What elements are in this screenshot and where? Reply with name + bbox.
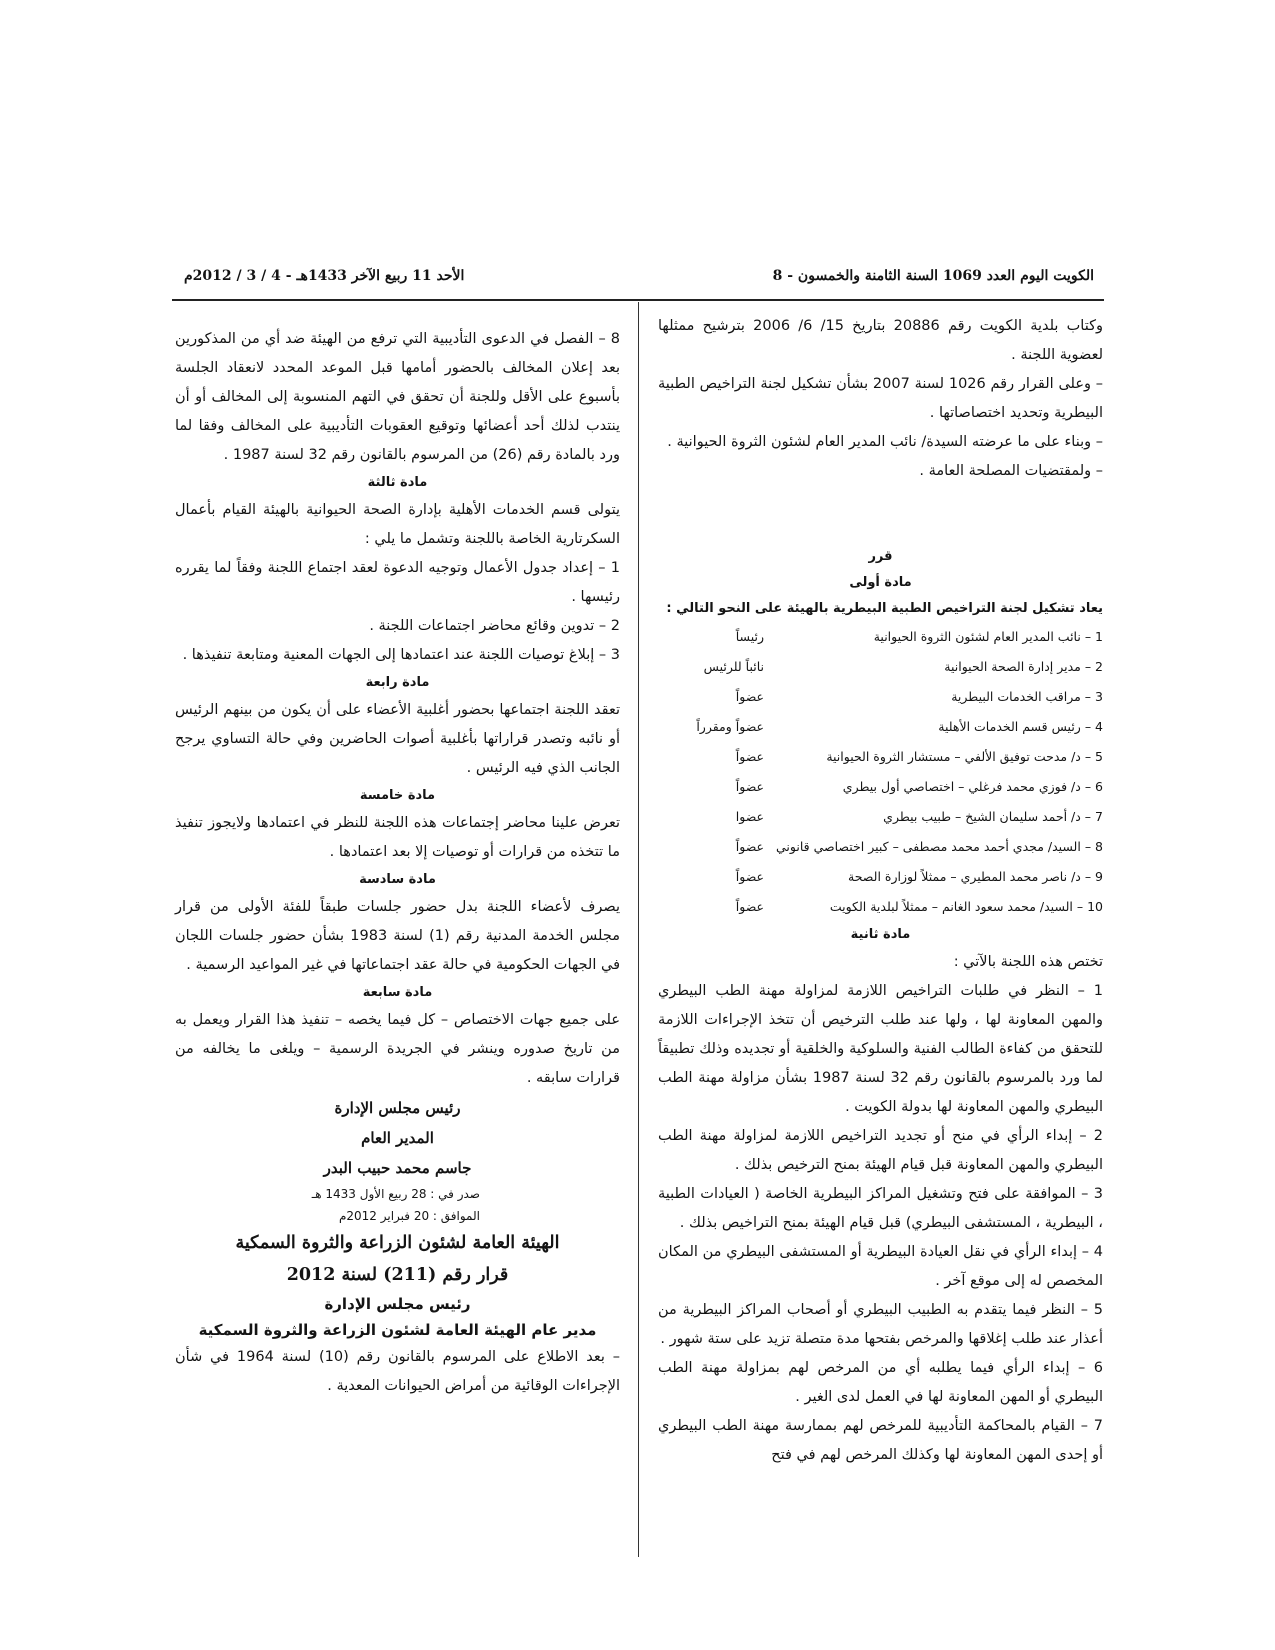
article-1-title: مادة أولى (849, 575, 912, 590)
member-row (658, 742, 1103, 772)
member-role: عضواً (735, 689, 764, 704)
article-5-text: تعرض علينا محاضر إجتماعات هذه اللجنة للنظر في اعتمادها ولايجوز تنفيذ ما تتخذه من قرارات أو توصيات إلا بعد اعتمادها . (175, 815, 620, 860)
article-2-item: 6 – إبداء الرأي فيما يطلبه أي من المرخص لهم بمزاولة مهنة الطب البيطري أو المهن المعاونة لها في العمل لدى الغير . (658, 1360, 1103, 1405)
member-row (658, 712, 1103, 742)
header-date: الأحد 11 ربيع الآخر 1433هـ - 4 / 3 / 2012م (184, 268, 465, 284)
issued-date-hijri: صدر في : 28 ربيع الأول 1433 هـ (311, 1187, 480, 1201)
article-3-title: مادة ثالثة (367, 475, 428, 490)
member-role: عضوا (735, 809, 764, 824)
intro-paragraph: – وعلى القرار رقم 1026 لسنة 2007 بشأن تشكيل لجنة التراخيص الطبية البيطرية وتحديد اختصاصاتها . (658, 376, 1103, 421)
member-row (658, 682, 1103, 712)
article-3-item: 1 – إعداد جدول الأعمال وتوجيه الدعوة لعقد اجتماع اللجنة وفقاً لما يقرره رئيسها . (175, 560, 620, 605)
article-5-title: مادة خامسة (359, 788, 436, 803)
article-2-lead: تختص هذه اللجنة بالآتي : (953, 954, 1103, 970)
member-row (658, 892, 1103, 922)
header-rule (172, 299, 1104, 301)
committee-members (658, 622, 1103, 922)
intro-paragraph: – وبناء على ما عرضته السيدة/ نائب المدير العام لشئون الثروة الحيوانية . (667, 434, 1103, 450)
article-2-item: 5 – النظر فيما يتقدم به الطبيب البيطري أو أصحاب المراكز البيطرية من أعذار عند طلب إغلاقها والمرخص بفتحها مدة متصلة تزيد على ستة شهور . (658, 1302, 1103, 1347)
signature-dg-title: المدير العام (361, 1129, 434, 1147)
member-row (658, 622, 1103, 652)
issued-date-gregorian: الموافق : 20 فبراير 2012م (338, 1209, 480, 1223)
member-name: 1 – نائب المدير العام لشئون الثروة الحيوانية (873, 629, 1103, 644)
member-role: عضواً (735, 899, 764, 914)
article-1-lead: يعاد تشكيل لجنة التراخيص الطبية البيطرية بالهيئة على النحو التالي : (666, 601, 1103, 616)
article-2-item: 3 – الموافقة على فتح وتشغيل المراكز البيطرية الخاصة ( العيادات الطبية ، البيطرية ، المستشفى البيطري) قبل قيام الهيئة بمنح التراخيص بذلك . (658, 1186, 1103, 1231)
dg-heading: مدير عام الهيئة العامة لشئون الزراعة والثروة السمكية (198, 1321, 597, 1339)
member-name: 4 – رئيس قسم الخدمات الأهلية (938, 719, 1103, 734)
signature-chair-title: رئيس مجلس الإدارة (334, 1099, 461, 1117)
member-name: 3 – مراقب الخدمات البيطرية (951, 689, 1103, 704)
recital-paragraph: – بعد الاطلاع على المرسوم بالقانون رقم (10) لسنة 1964 في شأن الإجراءات الوقائية من أمراض الحيوانات المعدية . (175, 1349, 620, 1394)
member-name: 2 – مدير إدارة الصحة الحيوانية (944, 659, 1103, 674)
article-2-item: 4 – إبداء الرأي في نقل العيادة البيطرية أو المستشفى البيطري من المكان المخصص له إلى موقع آخر . (658, 1244, 1103, 1289)
intro-paragraph: – ولمقتضيات المصلحة العامة . (919, 463, 1103, 479)
member-role: عضواً (735, 839, 764, 854)
left-column (175, 325, 620, 1401)
column-divider (638, 302, 639, 1557)
member-name: 5 – د/ مدحت توفيق الألفي – مستشار الثروة الحيوانية (826, 749, 1103, 764)
member-role: عضواً (735, 749, 764, 764)
decision-heading: قرر (868, 549, 893, 564)
article-3-lead: يتولى قسم الخدمات الأهلية بإدارة الصحة الحيوانية بالهيئة القيام بأعمال السكرتارية الخاصة باللجنة وتشمل ما يلي : (175, 502, 620, 547)
member-row (658, 772, 1103, 802)
header-issue: الكويت اليوم العدد 1069 السنة الثامنة والخمسون - 8 (772, 268, 1094, 284)
article-7-title: مادة سابعة (362, 985, 433, 1000)
article-2-item: 2 – إبداء الرأي في منح أو تجديد التراخيص اللازمة لمزاولة مهنة الطب البيطري والمهن المعاونة قبل قيام الهيئة بمنح الترخيص بذلك . (658, 1128, 1103, 1173)
member-name: 9 – د/ ناصر محمد المطيري – ممثلاً لوزارة الصحة (848, 869, 1103, 884)
article-3-item: 3 – إبلاغ توصيات اللجنة عند اعتمادها إلى الجهات المعنية ومتابعة تنفيذها . (182, 647, 620, 663)
member-name: 10 – السيد/ محمد سعود الغانم – ممثلاً لبلدية الكويت (829, 899, 1103, 914)
member-row (658, 652, 1103, 682)
decree-number: قرار رقم (211) لسنة 2012 (286, 1265, 509, 1285)
article-6-title: مادة سادسة (359, 872, 436, 887)
article-2-title: مادة ثانية (850, 927, 911, 942)
spacer (658, 486, 1103, 544)
article-7-text: على جميع جهات الاختصاص – كل فيما يخصه – تنفيذ هذا القرار ويعمل به من تاريخ صدوره وينشر في الجريدة الرسمية – ويلغى ما يخالفه من قرارات سابقه . (175, 1012, 620, 1086)
member-role: نائباً للرئيس (703, 659, 764, 674)
intro-paragraph: وكتاب بلدية الكويت رقم 20886 بتاريخ 15/ 6/ 2006 بترشيح ممثلها لعضوية اللجنة . (658, 318, 1104, 363)
member-row (658, 832, 1103, 862)
chair-heading: رئيس مجلس الإدارة (324, 1295, 471, 1313)
member-role: عضواً (735, 869, 764, 884)
article-4-text: تعقد اللجنة اجتماعها بحضور أغلبية الأعضاء على أن يكون من بينهم الرئيس أو نائبه وتصدر قراراتها بأغلبية أصوات الحاضرين وفي حالة التساوي يرجح الجانب الذي فيه الرئيس . (175, 702, 620, 776)
article-2-item: 7 – القيام بالمحاكمة التأديبية للمرخص لهم بممارسة مهنة الطب البيطري أو إحدى المهن المعاونة لها وكذلك المرخص لهم في فتح (658, 1418, 1103, 1463)
member-name: 8 – السيد/ مجدي أحمد محمد مصطفى – كبير اختصاصي قانوني (775, 839, 1103, 854)
article-2-item: 1 – النظر في طلبات التراخيص اللازمة لمزاولة مهنة الطب البيطري والمهن المعاونة لها ، ولها عند طلب الترخيص أن تتخذ الإجراءات اللازمة للتحقق من كفاءة الطالب الفنية والسلوكية والخلقية أو تجديده وذلك تطبيقاً لما ورد بالمرسوم بالقانون رقم 32 لسنة 1987 بشأن مزاولة مهنة الطب البيطري والمهن المعاونة لها بدولة الكويت . (658, 983, 1103, 1115)
page-header (172, 262, 1104, 296)
member-role: عضواً ومقرراً (696, 719, 764, 734)
authority-title: الهيئة العامة لشئون الزراعة والثروة السمكية (235, 1233, 560, 1253)
member-row (658, 862, 1103, 892)
right-column (658, 312, 1103, 1470)
article-6-text: يصرف لأعضاء اللجنة بدل حضور جلسات طبقاً للفئة الأولى من قرار مجلس الخدمة المدنية رقم (1) لسنة 1983 بشأن حضور جلسات اللجان في الجهات الحكومية في حالة عقد اجتماعاتها في غير المواعيد الرسمية . (175, 899, 620, 973)
article-4-title: مادة رابعة (365, 675, 430, 690)
member-row (658, 802, 1103, 832)
member-role: عضواً (735, 779, 764, 794)
member-name: 7 – د/ أحمد سليمان الشيخ – طبيب بيطري (883, 809, 1103, 824)
member-name: 6 – د/ فوزي محمد فرغلي – اختصاصي أول بيطري (842, 779, 1103, 794)
signatory-name: جاسم محمد حبيب البدر (323, 1159, 472, 1177)
member-role: رئيساً (735, 629, 764, 644)
article-2-item-8: 8 – الفصل في الدعوى التأديبية التي ترفع من الهيئة ضد أي من المذكورين بعد إعلان المخالف بالحضور أمامها قبل الموعد المحدد لانعقاد الجلسة بأسبوع على الأقل وللجنة أن تحقق في التهم المنسوبة إلى المخالف أو أن ينتدب لذلك أحد أعضائها وتوقيع العقوبات التأديبية على المخالف وفقا لما ورد بالمادة رقم (26) من المرسوم بالقانون رقم 32 لسنة 1987 . (175, 331, 620, 463)
article-3-item: 2 – تدوين وقائع محاضر اجتماعات اللجنة . (369, 618, 620, 634)
